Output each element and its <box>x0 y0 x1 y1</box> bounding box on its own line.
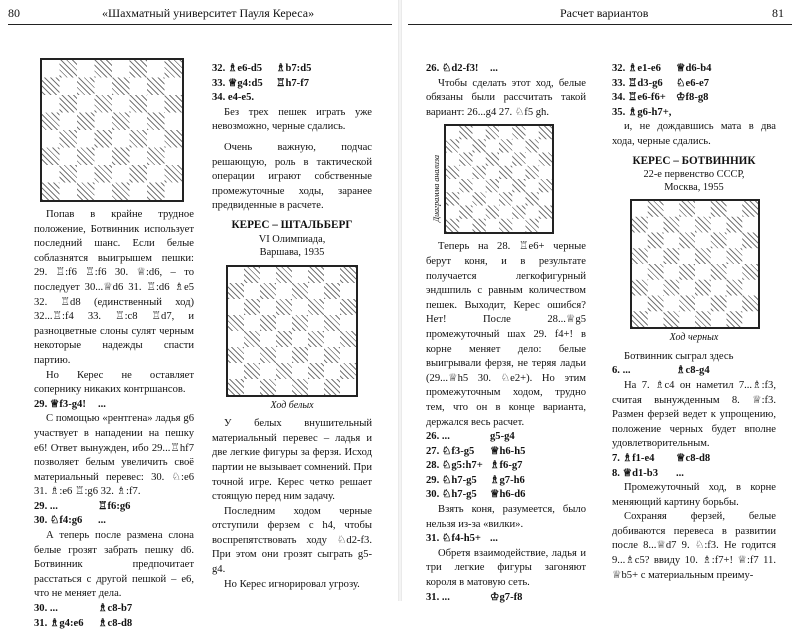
light-square <box>727 233 743 249</box>
move-line <box>612 91 776 106</box>
black-move: ... <box>676 467 684 479</box>
paragraph: Но Керес не оставляет сопернику никаких контршансов. <box>34 369 194 396</box>
diagram-caption: Ход белых <box>270 399 314 411</box>
light-square <box>526 126 539 139</box>
black-move: ♕c8-d8 <box>676 452 711 464</box>
light-square <box>539 140 552 153</box>
light-square <box>664 201 680 217</box>
light-square <box>130 113 148 131</box>
light-square <box>539 219 552 232</box>
light-square <box>260 331 276 347</box>
paragraph: С помощью «рентгена» ладья g6 участвует в нападении на пешку e6! Ответ вынужден, ибо 29...♖hf7 позволяет белым увеличить своё материальный перевес: 30. ♘:e6 31. ♗:e6 ♖:g6 32. ♗:f7. <box>34 413 194 498</box>
white-move: 29. ... <box>34 500 58 512</box>
chess-diagram <box>630 199 760 329</box>
light-square <box>512 166 525 179</box>
light-square <box>276 283 292 299</box>
light-square <box>340 315 356 331</box>
light-square <box>147 60 165 78</box>
light-square <box>112 130 130 148</box>
white-move: 8. ♕d1-b3 <box>612 467 658 479</box>
light-square <box>130 148 148 166</box>
light-square <box>244 347 260 363</box>
light-square <box>499 206 512 219</box>
light-square <box>77 130 95 148</box>
light-square <box>324 331 340 347</box>
light-square <box>324 299 340 315</box>
move-line <box>34 602 194 617</box>
light-square <box>742 217 758 233</box>
light-square <box>60 148 78 166</box>
light-square <box>473 153 486 166</box>
light-square <box>112 60 130 78</box>
light-square <box>95 78 113 96</box>
black-move: ... <box>490 533 498 545</box>
light-square <box>60 78 78 96</box>
light-square <box>308 379 324 395</box>
move-line <box>426 532 586 547</box>
light-square <box>244 379 260 395</box>
move-line <box>426 474 586 489</box>
light-square <box>679 280 695 296</box>
light-square <box>276 347 292 363</box>
black-move: ♗c8-g4 <box>676 365 710 377</box>
right-page <box>402 0 800 601</box>
black-move: g5-g4 <box>490 431 515 443</box>
light-square <box>228 267 244 283</box>
light-square <box>539 193 552 206</box>
light-square <box>446 153 459 166</box>
black-move: ♔f8-g8 <box>676 92 709 104</box>
white-move: 31. ♘f4-h5+ <box>426 533 481 545</box>
white-move: 28. ♘g5:h7+ <box>426 460 483 472</box>
move-line <box>426 62 586 77</box>
white-move: 6. ... <box>612 365 631 377</box>
move-line <box>34 514 194 529</box>
paragraph: Сохраняя ферзей, белые добиваются перевеса в развитии после 8...♕d7 9. ♘:f3. Не годится 9...♗c5? ввиду 10. ♗:f7+! ♕:f7 11. ♕b5+ с материальным преиму- <box>612 511 776 581</box>
light-square <box>632 233 648 249</box>
light-square <box>473 126 486 139</box>
diagram-label: Диаграмма анализа <box>432 155 441 223</box>
light-square <box>727 264 743 280</box>
light-square <box>228 363 244 379</box>
light-square <box>632 264 648 280</box>
light-square <box>60 113 78 131</box>
move-line <box>612 62 776 77</box>
light-square <box>42 130 60 148</box>
light-square <box>486 193 499 206</box>
paragraph: Чтобы сделать этот ход, белые обязаны были рассчитать такой вариант: 26...g4 27. ♘f5 gh. <box>426 77 586 118</box>
running-head: «Шахматный университет Пауля Кереса» <box>102 6 315 20</box>
light-square <box>648 217 664 233</box>
light-square <box>446 206 459 219</box>
black-move: ♖h7-f7 <box>276 77 310 89</box>
light-square <box>147 165 165 183</box>
black-move: ♗b7:d5 <box>276 63 312 74</box>
light-square <box>695 296 711 312</box>
light-square <box>228 299 244 315</box>
right-column-1 <box>426 62 586 605</box>
light-square <box>244 315 260 331</box>
light-square <box>742 248 758 264</box>
light-square <box>112 165 130 183</box>
paragraph: Но Керес игнорировал угрозу. <box>224 578 360 590</box>
light-square <box>695 264 711 280</box>
light-square <box>292 267 308 283</box>
white-move: 26. ♘d2-f3! <box>426 63 479 74</box>
black-move: ♕d6-b4 <box>676 63 712 74</box>
black-move: ... <box>98 398 106 410</box>
light-square <box>499 179 512 192</box>
light-square <box>260 363 276 379</box>
paragraph: и, не дождавшись мата в два хода, черные сдались. <box>612 121 776 147</box>
header-rule <box>8 24 392 25</box>
diagram-caption: Ход черных <box>669 332 719 344</box>
paragraph: Взять коня, разумеется, было нельзя из-за «вилки». <box>426 504 586 530</box>
light-square <box>648 311 664 327</box>
paragraph: Попав в крайне трудное положение, Ботвинник использует последний шанс. Если белые соблазнятся выигрышем пешки: 29. ♖:f6 ♖:f6 30. ♕:d6, – то последует 30...♕d6 31. ♖:d6 ♗e5 32. ♖d8 (единственный ход) 32...♖:f4 33. ♖:c8 ♖d7, и разноцветные слоны сулят черным некоторые надежды спасти партию. <box>34 209 194 366</box>
light-square <box>499 153 512 166</box>
move-line <box>612 467 776 482</box>
paragraph: Промежуточный ход, в корне меняющий картину борьбы. <box>612 482 776 508</box>
chess-diagram <box>226 265 358 397</box>
light-square <box>679 217 695 233</box>
paragraph: Без трех пешек играть уже невозможно, черные сдались. <box>212 106 372 133</box>
light-square <box>42 60 60 78</box>
board-drawing <box>228 267 356 395</box>
light-square <box>711 217 727 233</box>
chess-diagram <box>40 58 184 202</box>
paragraph: На 7. ♗c4 он наметил 7...♗:f3, считая вынужденным 8. ♕:f3. Размен ферзей ведет к упрощению, положение черных будет вполне удовлетворительным. <box>612 379 776 450</box>
light-square <box>648 248 664 264</box>
light-square <box>664 233 680 249</box>
light-square <box>42 95 60 113</box>
light-square <box>165 113 183 131</box>
light-square <box>486 219 499 232</box>
white-move: 29. ♕f3-g4! <box>34 398 86 410</box>
light-square <box>679 248 695 264</box>
black-move: ♕h6-h5 <box>490 445 526 457</box>
black-move: ♘e6-e7 <box>676 77 710 89</box>
light-square <box>228 331 244 347</box>
light-square <box>147 130 165 148</box>
black-move: ♖f6:g6 <box>98 500 131 512</box>
move-line <box>426 459 586 474</box>
black-move: ♔g7-f8 <box>490 591 523 603</box>
light-square <box>727 201 743 217</box>
game-place: Варшава, 1935 <box>259 246 325 258</box>
white-move: 26. ... <box>426 431 450 443</box>
light-square <box>459 140 472 153</box>
light-square <box>742 311 758 327</box>
light-square <box>60 183 78 201</box>
move-line <box>34 617 194 631</box>
light-square <box>459 166 472 179</box>
light-square <box>95 113 113 131</box>
light-square <box>308 315 324 331</box>
light-square <box>539 166 552 179</box>
move-line <box>426 591 586 606</box>
move-line <box>612 364 776 379</box>
white-move: 32. ♗e1-e6 <box>612 63 661 74</box>
white-move: 30. ... <box>34 603 58 615</box>
game-place: Москва, 1955 <box>664 182 724 194</box>
left-column-2 <box>212 62 372 592</box>
light-square <box>165 78 183 96</box>
light-square <box>742 280 758 296</box>
light-square <box>112 95 130 113</box>
white-move: 31. ♗g4:e6 <box>34 617 84 629</box>
light-square <box>308 283 324 299</box>
move-line <box>34 500 194 515</box>
white-move: 30. ♘h7-g5 <box>426 489 477 501</box>
white-move: 35. ♗g6-h7+, <box>612 106 672 118</box>
left-page <box>0 0 398 629</box>
light-square <box>292 299 308 315</box>
light-square <box>648 280 664 296</box>
white-move: 29. ♘h7-g5 <box>426 474 477 486</box>
light-square <box>130 183 148 201</box>
black-move: ♕h6-d6 <box>490 489 526 501</box>
move-line <box>426 430 586 445</box>
black-move: ♗c8-b7 <box>98 603 133 615</box>
light-square <box>260 267 276 283</box>
black-move: ... <box>490 63 498 74</box>
move-line <box>34 398 194 413</box>
light-square <box>711 248 727 264</box>
light-square <box>727 296 743 312</box>
black-move <box>676 106 776 121</box>
light-square <box>95 148 113 166</box>
light-square <box>77 60 95 78</box>
move-line <box>212 91 372 106</box>
light-square <box>695 201 711 217</box>
white-move: 27. ♘f3-g5 <box>426 445 475 457</box>
move-line <box>612 106 776 121</box>
light-square <box>473 179 486 192</box>
paragraph: Ботвинник сыграл здесь <box>624 350 734 362</box>
light-square <box>632 201 648 217</box>
game-event: 22-е первенство СССР, <box>643 169 745 181</box>
paragraph: А теперь после размена слона белые грозят забрать пешку d6. Ботвинник предпочитает расстаться с другой пешкой – e6, что не меняет дела. <box>34 530 194 600</box>
white-move: 7. ♗f1-e4 <box>612 452 655 464</box>
light-square <box>446 126 459 139</box>
light-square <box>260 299 276 315</box>
light-square <box>42 165 60 183</box>
paragraph: Очень важную, подчас решающую, роль в тактической операции играют собственные промежуточные ходы, заранее предвиденные в расчете. <box>212 141 372 212</box>
game-title: КЕРЕС – БОТВИННИК <box>632 154 756 167</box>
light-square <box>77 95 95 113</box>
board-drawing <box>632 201 758 327</box>
light-square <box>130 78 148 96</box>
move-line <box>212 77 372 92</box>
black-move: ♗f6-g7 <box>490 460 523 472</box>
page-number: 81 <box>772 6 784 20</box>
light-square <box>526 179 539 192</box>
light-square <box>512 193 525 206</box>
light-square <box>147 95 165 113</box>
light-square <box>526 206 539 219</box>
white-move: 34. ♖e6-f6+ <box>612 92 666 104</box>
light-square <box>711 311 727 327</box>
page-number: 80 <box>8 6 20 20</box>
light-square <box>679 311 695 327</box>
left-column-1 <box>34 62 194 631</box>
move-line <box>612 452 776 467</box>
chess-diagram <box>444 124 554 234</box>
white-move: 33. ♕g4:d5 <box>212 77 263 89</box>
light-square <box>165 183 183 201</box>
board-drawing <box>446 126 552 232</box>
light-square <box>340 283 356 299</box>
move-line <box>426 445 586 460</box>
light-square <box>308 347 324 363</box>
light-square <box>459 219 472 232</box>
light-square <box>276 315 292 331</box>
light-square <box>526 153 539 166</box>
light-square <box>165 148 183 166</box>
right-column-2 <box>612 62 776 583</box>
black-move: ... <box>98 515 106 527</box>
black-move: ♗g7-h6 <box>490 474 525 486</box>
light-square <box>711 280 727 296</box>
paragraph: Обретя взаимодействие, ладья и три легкие фигуры загоняют короля в матовую сеть. <box>426 547 586 589</box>
paragraph: Теперь на 28. ♖e6+ черные берут коня, и в результате получается легкофигурный эндшпиль с равным количеством пешек. Выходит, Керес ошибся? Нет! После 28...♕g5 промежуточный шах 29. f4+! в корне меняет дело: белые выигрывали ферзя, не теряя ладьи (29...♕h5 30. ♘e2+). Но этим промежуточным ходом, трудно тем, что он в конце варианта, держался весь расчет. <box>426 241 586 428</box>
light-square <box>340 379 356 395</box>
light-square <box>664 296 680 312</box>
light-square <box>459 193 472 206</box>
black-move: ♗c8-d8 <box>98 617 133 629</box>
light-square <box>486 140 499 153</box>
game-event: VI Олимпиада, <box>258 233 326 245</box>
light-square <box>512 219 525 232</box>
light-square <box>695 233 711 249</box>
light-square <box>77 165 95 183</box>
white-move: 32. ♗e6-d5 <box>212 63 263 74</box>
analysis-diagram-block <box>426 124 586 236</box>
move-line <box>212 62 372 77</box>
black-move <box>276 91 372 106</box>
light-square <box>324 363 340 379</box>
light-square <box>499 126 512 139</box>
light-square <box>486 166 499 179</box>
game-title: КЕРЕС – ШТАЛЬБЕРГ <box>231 218 353 231</box>
paragraph: Последним ходом черные отступили ферзем с h4, чтобы воспрепятствовать ходу ♘d2-f3. При этом они грозят сыграть g5-g4. <box>212 505 372 576</box>
light-square <box>632 296 648 312</box>
light-square <box>292 363 308 379</box>
light-square <box>95 183 113 201</box>
white-move: 34. e4-e5. <box>212 92 255 104</box>
light-square <box>292 331 308 347</box>
board-drawing <box>42 60 182 200</box>
light-square <box>340 347 356 363</box>
light-square <box>473 206 486 219</box>
move-line <box>612 77 776 92</box>
light-square <box>244 283 260 299</box>
running-head: Расчет вариантов <box>560 6 649 20</box>
light-square <box>664 264 680 280</box>
light-square <box>446 179 459 192</box>
white-move: 30. ♘f4:g6 <box>34 515 83 527</box>
white-move: 33. ♖d3-g6 <box>612 77 663 89</box>
light-square <box>276 379 292 395</box>
light-square <box>324 267 340 283</box>
move-line <box>426 488 586 503</box>
light-square <box>512 140 525 153</box>
paragraph: У белых внушительный материальный перевес – ладья и две легкие фигуры за ферзя. Исход партии не вызывает сомнений. При точной игре. Керес четко решает стоящую перед ним задачу. <box>212 418 372 503</box>
white-move: 31. ... <box>426 591 450 603</box>
header-rule <box>408 24 792 25</box>
